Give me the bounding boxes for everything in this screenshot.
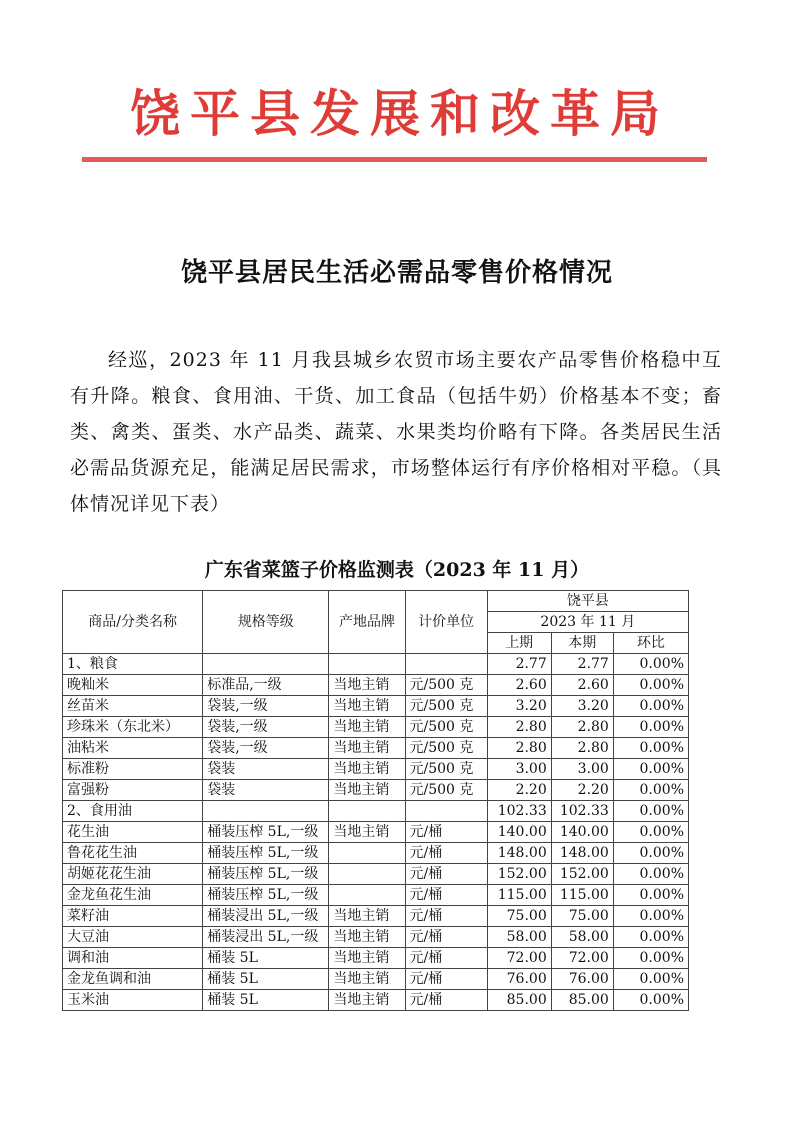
table-row: [63, 885, 689, 906]
agency-header: 饶平县发展和改革局: [130, 85, 670, 143]
cell-spec: 桶装 5L: [203, 990, 329, 1011]
cell-unit: 元/桶: [405, 906, 487, 927]
table-row: [63, 864, 689, 885]
cell-change: 0.00%: [613, 927, 688, 948]
cell-origin: 当地主销: [329, 948, 405, 969]
cell-origin: 当地主销: [329, 696, 405, 717]
cell-name: 玉米油: [63, 990, 203, 1011]
table-title: 广东省菜篮子价格监测表（2023 年 11 月）: [204, 559, 590, 581]
cell-cur: 2.80: [551, 738, 613, 759]
cell-prev: 85.00: [487, 990, 551, 1011]
cell-spec: 桶装 5L: [203, 969, 329, 990]
cell-prev: 58.00: [487, 927, 551, 948]
cell-cur: 75.00: [551, 906, 613, 927]
cell-spec: 桶装浸出 5L,一级: [203, 906, 329, 927]
cell-change: 0.00%: [613, 780, 688, 801]
cell-cur: 102.33: [551, 801, 613, 822]
cell-name: 鲁花花生油: [63, 843, 203, 864]
cell-cur: 152.00: [551, 864, 613, 885]
cell-spec: 桶装压榨 5L,一级: [203, 864, 329, 885]
cell-name: 胡姬花花生油: [63, 864, 203, 885]
cell-spec: 袋装,一级: [203, 696, 329, 717]
cell-cur: 140.00: [551, 822, 613, 843]
cell-change: 0.00%: [613, 696, 688, 717]
header-unit: 计价单位: [405, 591, 487, 654]
header-cur: 本期: [551, 633, 613, 654]
cell-unit: [405, 801, 487, 822]
cell-origin: 当地主销: [329, 927, 405, 948]
cell-origin: [329, 864, 405, 885]
table-row: [63, 759, 689, 780]
header-prev: 上期: [487, 633, 551, 654]
cell-spec: 袋装,一级: [203, 738, 329, 759]
category-row: [63, 801, 689, 822]
table-row: [63, 780, 689, 801]
cell-origin: 当地主销: [329, 759, 405, 780]
cell-prev: 140.00: [487, 822, 551, 843]
cell-prev: 76.00: [487, 969, 551, 990]
cell-spec: 桶装压榨 5L,一级: [203, 843, 329, 864]
cell-name: 珍珠米（东北米）: [63, 717, 203, 738]
cell-unit: 元/桶: [405, 864, 487, 885]
cell-unit: [405, 654, 487, 675]
table-row: [63, 738, 689, 759]
cell-prev: 2.20: [487, 780, 551, 801]
cell-change: 0.00%: [613, 822, 688, 843]
cell-unit: 元/500 克: [405, 717, 487, 738]
cell-unit: 元/桶: [405, 822, 487, 843]
cell-unit: 元/500 克: [405, 738, 487, 759]
cell-change: 0.00%: [613, 948, 688, 969]
cell-prev: 2.60: [487, 675, 551, 696]
cell-origin: 当地主销: [329, 738, 405, 759]
cell-cur: 3.20: [551, 696, 613, 717]
cell-name: 丝苗米: [63, 696, 203, 717]
cell-spec: [203, 801, 329, 822]
cell-cur: 85.00: [551, 990, 613, 1011]
cell-cur: 3.00: [551, 759, 613, 780]
cell-cur: 2.80: [551, 717, 613, 738]
cell-spec: 袋装,一级: [203, 717, 329, 738]
cell-spec: 标准品,一级: [203, 675, 329, 696]
cell-origin: [329, 885, 405, 906]
cell-change: 0.00%: [613, 843, 688, 864]
header-period: 2023 年 11 月: [487, 612, 688, 633]
header-chg: 环比: [613, 633, 688, 654]
cell-name: 富强粉: [63, 780, 203, 801]
cell-unit: 元/桶: [405, 969, 487, 990]
cell-origin: 当地主销: [329, 822, 405, 843]
cell-prev: 72.00: [487, 948, 551, 969]
cell-change: 0.00%: [613, 864, 688, 885]
cell-name: 菜籽油: [63, 906, 203, 927]
header-divider: [82, 157, 707, 162]
cell-origin: 当地主销: [329, 990, 405, 1011]
cell-name: 油粘米: [63, 738, 203, 759]
cell-name: 大豆油: [63, 927, 203, 948]
category-row: [63, 654, 689, 675]
cell-prev: 2.80: [487, 717, 551, 738]
header-origin: [329, 591, 405, 654]
cell-origin: 当地主销: [329, 717, 405, 738]
cell-change: 0.00%: [613, 906, 688, 927]
cell-spec: 桶装压榨 5L,一级: [203, 822, 329, 843]
cell-cur: 148.00: [551, 843, 613, 864]
cell-name: 标准粉: [63, 759, 203, 780]
cell-origin: [329, 843, 405, 864]
cell-origin: 当地主销: [329, 906, 405, 927]
cell-prev: 2.77: [487, 654, 551, 675]
cell-cur: 58.00: [551, 927, 613, 948]
header-spec: 规格等级: [203, 591, 329, 654]
cell-prev: 3.00: [487, 759, 551, 780]
table-row: [63, 843, 689, 864]
cell-cur: 2.77: [551, 654, 613, 675]
cell-change: 0.00%: [613, 759, 688, 780]
cell-prev: 148.00: [487, 843, 551, 864]
table-row: [63, 822, 689, 843]
cell-spec: 袋装: [203, 780, 329, 801]
document-title: 饶平县居民生活必需品零售价格情况: [180, 258, 613, 288]
cell-name: 调和油: [63, 948, 203, 969]
cell-change: 0.00%: [613, 717, 688, 738]
header-origin-label: 产地品牌: [338, 614, 395, 630]
cell-change: 0.00%: [613, 654, 688, 675]
price-table: [62, 590, 689, 1011]
cell-name: 金龙鱼调和油: [63, 969, 203, 990]
cell-prev: 102.33: [487, 801, 551, 822]
cell-spec: [203, 654, 329, 675]
cell-name: 晚籼米: [63, 675, 203, 696]
cell-prev: 2.80: [487, 738, 551, 759]
cell-unit: 元/500 克: [405, 696, 487, 717]
cell-prev: 115.00: [487, 885, 551, 906]
cell-unit: 元/桶: [405, 990, 487, 1011]
cell-name: 金龙鱼花生油: [63, 885, 203, 906]
cell-spec: 桶装压榨 5L,一级: [203, 885, 329, 906]
table-row: [63, 969, 689, 990]
cell-cur: 2.20: [551, 780, 613, 801]
cell-change: 0.00%: [613, 990, 688, 1011]
table-row: [63, 696, 689, 717]
table-body: [63, 654, 689, 1011]
cell-origin: 当地主销: [329, 969, 405, 990]
cell-spec: 桶装 5L: [203, 948, 329, 969]
cell-spec: 桶装浸出 5L,一级: [203, 927, 329, 948]
cell-unit: 元/500 克: [405, 675, 487, 696]
cell-cur: 2.60: [551, 675, 613, 696]
cell-cur: 115.00: [551, 885, 613, 906]
cell-name: 花生油: [63, 822, 203, 843]
cell-change: 0.00%: [613, 738, 688, 759]
cell-origin: 当地主销: [329, 675, 405, 696]
cell-unit: 元/桶: [405, 948, 487, 969]
cell-unit: 元/桶: [405, 885, 487, 906]
table-row: [63, 927, 689, 948]
cell-change: 0.00%: [613, 801, 688, 822]
cell-cur: 72.00: [551, 948, 613, 969]
table-row: [63, 948, 689, 969]
cell-name: 1、粮食: [63, 654, 203, 675]
table-row: [63, 990, 689, 1011]
cell-unit: 元/500 克: [405, 759, 487, 780]
cell-change: 0.00%: [613, 675, 688, 696]
table-row: [63, 906, 689, 927]
cell-name: 2、食用油: [63, 801, 203, 822]
cell-origin: [329, 654, 405, 675]
cell-spec: 袋装: [203, 759, 329, 780]
cell-cur: 76.00: [551, 969, 613, 990]
header-region: 饶平县: [487, 591, 688, 612]
table-row: [63, 717, 689, 738]
cell-unit: 元/桶: [405, 927, 487, 948]
body-text: [70, 342, 722, 522]
header-name: 商品/分类名称: [63, 591, 203, 654]
cell-origin: 当地主销: [329, 780, 405, 801]
cell-unit: 元/桶: [405, 843, 487, 864]
summary-paragraph: 经巡，2023 年 11 月我县城乡农贸市场主要农产品零售价格稳中互有升降。粮食、食用油、干货、加工食品（包括牛奶）价格基本不变；畜类、禽类、蛋类、水产品类、蔬菜、水果类均价略有下降。各类居民生活必需品货源充足，能满足居民需求，市场整体运行有序价格相对平稳。（具体情况详见下表）: [70, 349, 722, 515]
cell-change: 0.00%: [613, 885, 688, 906]
cell-change: 0.00%: [613, 969, 688, 990]
cell-unit: 元/500 克: [405, 780, 487, 801]
table-row: [63, 675, 689, 696]
cell-origin: [329, 801, 405, 822]
cell-prev: 75.00: [487, 906, 551, 927]
cell-prev: 152.00: [487, 864, 551, 885]
cell-prev: 3.20: [487, 696, 551, 717]
